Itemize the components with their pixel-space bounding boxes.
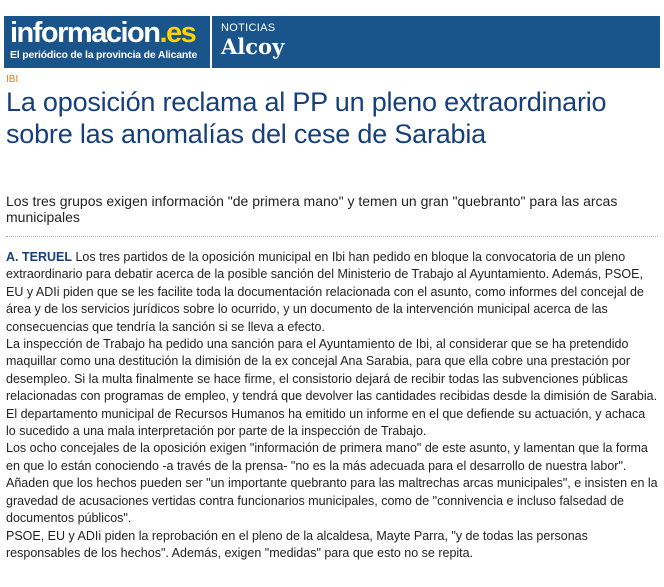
article-lead-text: Los tres partidos de la oposición municipal en Ibi han pedido en bloque la convocatoria de un pleno extraordinario para debatir acerca de la posible sanción del Ministerio de Trabajo al Ayuntamiento. Además, PSOE, EU y ADIi piden que se les facilite toda la documentación relacionada con el asunto, como informes del concejal de área y de los servicios jurídicos sobre lo ocurrido, y un documento de la intervención municipal acerca de las consecuencias que tendría la sanción si se lleva a efecto. <box>6 250 644 334</box>
logo-main: informacion <box>10 17 160 49</box>
logo-tld: .es <box>159 17 196 49</box>
site-tagline: El periódico de la provincia de Alicante <box>10 49 198 61</box>
article-headline: La oposición reclama al PP un pleno extraordinario sobre las anomalías del cese de Sarabia <box>6 87 607 149</box>
article-paragraph: PSOE, EU y ADIi piden la reprobación en el pleno de la alcaldesa, Mayte Parra, "y de todas las personas responsables de los hechos". Además, exigen "medidas" para que esto no se repita. <box>6 528 588 560</box>
article-paragraph: La inspección de Trabajo ha pedido una sanción para el Ayuntamiento de Ibi, al considerar que se ha pretendido maquillar como una destitución la dimisión de la ex concejal Ana Sarabia, para que ella cobre una prestación por desempleo. Si la multa finalmente se hace firme, el consistorio dejará de recibir todas las subvenciones públicas relacionadas con programas de empleo, y tendrá que devolver las cantidades recibidas desde la dimisión de Sarabia. El departamento municipal de Recursos Humanos ha emitido un informe en el que defiende su actuación, y achaca lo sucedido a una mala interpretación por parte de la inspección de Trabajo. <box>6 337 658 439</box>
article-kicker[interactable]: IBI <box>6 74 19 85</box>
masthead <box>4 16 660 68</box>
section-block <box>212 16 284 68</box>
article-subhead: Los tres grupos exigen información "de primera mano" y temen un gran "quebranto" para las arcas municipales <box>6 193 618 225</box>
article-body <box>6 249 658 562</box>
article-paragraph: Los ocho concejales de la oposición exigen "información de primera mano" de este asunto, y lamentan que la forma en que lo están conociendo -a través de la prensa- "no es la más adecuada para el desarrollo de nuestra labor". Añaden que los hechos pueden ser "un importante quebranto para las maltrechas arcas municipales", e insisten en la gravedad de acusaciones vertidas contra funcionarios municipales, como de "connivencia e incluso falsedad de documentos públicos". <box>6 441 658 526</box>
site-brand[interactable] <box>4 16 210 68</box>
divider-line <box>6 236 658 237</box>
article-paragraph-lead <box>6 249 658 336</box>
site-logo[interactable] <box>10 18 210 48</box>
section-name[interactable]: Alcoy <box>221 34 285 59</box>
section-label[interactable]: NOTICIAS <box>221 22 276 34</box>
article-author: A. TERUEL <box>6 250 72 264</box>
